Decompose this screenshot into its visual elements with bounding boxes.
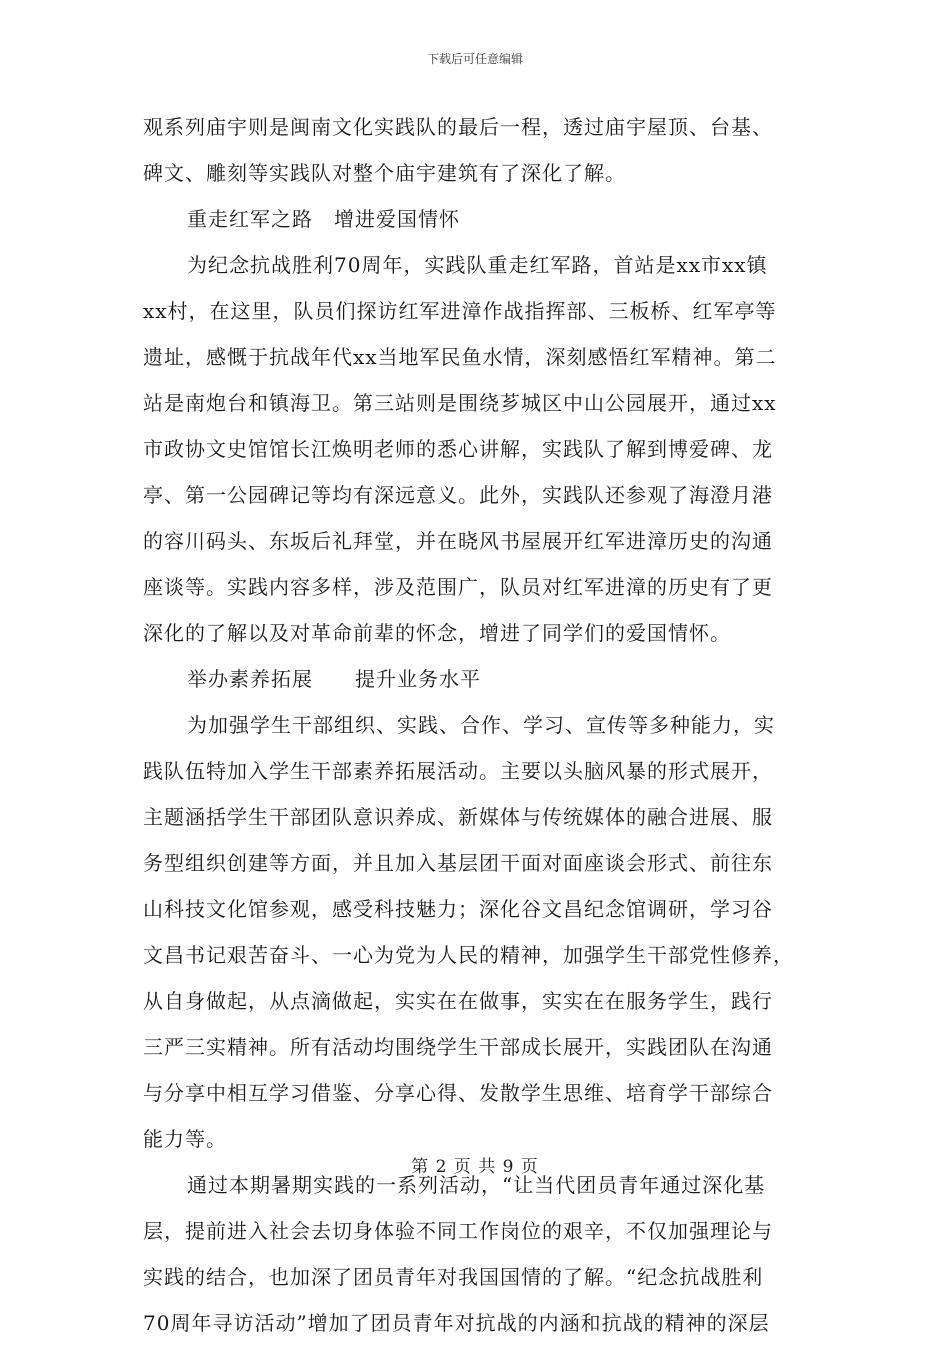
section-heading-red-army: 重走红军之路 增进爱国情怀 bbox=[187, 207, 460, 231]
text-line: 碑文、雕刻等实践队对整个庙宇建筑有了深化了解。 bbox=[143, 161, 626, 185]
text-line: 为纪念抗战胜利70周年，实践队重走红军路，首站是xx市xx镇 bbox=[187, 253, 768, 277]
text-line: 务型组织创建等方面，并且加入基层团干面对面座谈会形式、前往东 bbox=[143, 851, 773, 875]
text-line: 主题涵括学生干部团队意识养成、新媒体与传统媒体的融合进展、服 bbox=[143, 805, 773, 829]
text-line: 市政协文史馆馆长江焕明老师的悉心讲解，实践队了解到博爱碑、龙 bbox=[143, 437, 773, 461]
text-line: 山科技文化馆参观，感受科技魅力；深化谷文昌纪念馆调研，学习谷 bbox=[143, 897, 773, 921]
text-line: 的容川码头、东坂后礼拜堂，并在晓风书屋展开红军进漳历史的沟通 bbox=[143, 529, 773, 553]
text-line: 三严三实精神。所有活动均围绕学生干部成长展开，实践团队在沟通 bbox=[143, 1035, 773, 1059]
text-line: 践队伍特加入学生干部素养拓展活动。主要以头脑风暴的形式展开， bbox=[143, 759, 773, 783]
text-line: 70周年寻访活动”增加了团员青年对抗战的内涵和抗战的精神的深层 bbox=[143, 1311, 770, 1335]
text-line: 亭、第一公园碑记等均有深远意义。此外，实践队还参观了海澄月港 bbox=[143, 483, 773, 507]
text-line: 能力等。 bbox=[143, 1127, 227, 1151]
text-line: 座谈等。实践内容多样，涉及范围广，队员对红军进漳的历史有了更 bbox=[143, 575, 773, 599]
text-line: 通过本期暑期实践的一系列活动，“让当代团员青年通过深化基 bbox=[187, 1173, 766, 1197]
section-heading-quality-expansion: 举办素养拓展 提升业务水平 bbox=[187, 667, 481, 691]
text-line: 从自身做起，从点滴做起，实实在在做事，实实在在服务学生，践行 bbox=[143, 989, 773, 1013]
page-number-footer: 第 2 页 共 9 页 bbox=[411, 1157, 539, 1177]
text-line: 观系列庙宇则是闽南文化实践队的最后一程，透过庙宇屋顶、台基、 bbox=[143, 115, 773, 139]
text-line: 深化的了解以及对革命前辈的怀念，增进了同学们的爱国情怀。 bbox=[143, 621, 731, 645]
page-header: 下载后可任意编辑 bbox=[426, 52, 523, 66]
text-line: 为加强学生干部组织、实践、合作、学习、宣传等多种能力，实 bbox=[187, 713, 775, 737]
text-line: 文昌书记艰苦奋斗、一心为党为人民的精神，加强学生干部党性修养， bbox=[143, 943, 794, 967]
text-line: 层，提前进入社会去切身体验不同工作岗位的艰辛，不仅加强理论与 bbox=[143, 1219, 773, 1243]
text-line: 站是南炮台和镇海卫。第三站则是围绕芗城区中山公园展开，通过xx bbox=[143, 391, 777, 415]
text-line: 实践的结合，也加深了团员青年对我国国情的了解。“纪念抗战胜利 bbox=[143, 1265, 764, 1289]
text-line: xx村，在这里，队员们探访红军进漳作战指挥部、三板桥、红军亭等 bbox=[143, 299, 777, 323]
text-line: 与分享中相互学习借鉴、分享心得、发散学生思维、培育学干部综合 bbox=[143, 1081, 773, 1105]
text-line: 遗址，感慨于抗战年代xx当地军民鱼水情，深刻感悟红军精神。第二 bbox=[143, 345, 777, 369]
